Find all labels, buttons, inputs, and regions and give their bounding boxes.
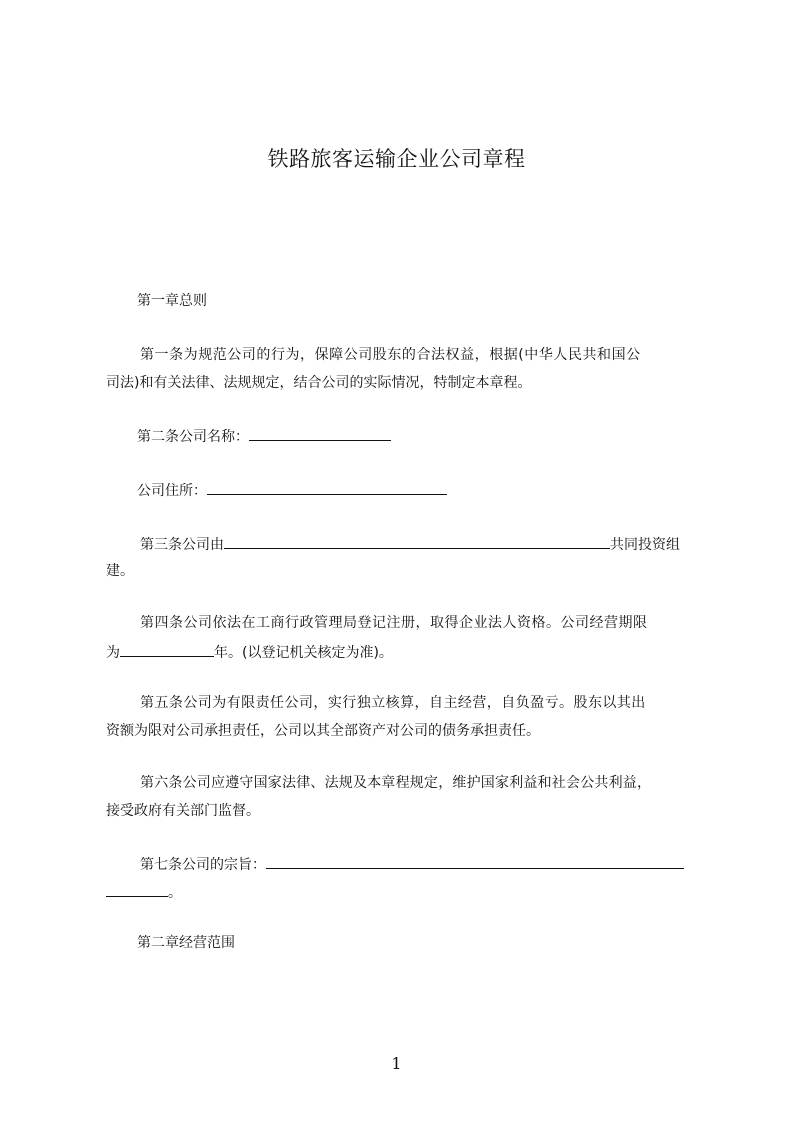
article-3-suffix: 共同投资组	[610, 537, 680, 553]
chapter-2-heading: 第二章经营范围	[137, 935, 235, 951]
article-7-line-2	[106, 882, 182, 902]
article-3-line-1	[140, 534, 680, 554]
article-4-suffix: 年。(以登记机关核定为准)。	[214, 645, 393, 661]
purpose-blank	[266, 854, 684, 869]
chapter-1-heading: 第一章总则	[137, 293, 207, 309]
article-4-line-2	[106, 642, 393, 662]
operating-term-blank	[120, 642, 214, 657]
article-5-line-1: 第五条公司为有限责任公司，实行独立核算，自主经营，自负盈亏。股东以其出	[140, 695, 646, 711]
company-name-blank	[249, 426, 391, 441]
article-7-line-1	[140, 854, 684, 874]
purpose-blank-continued	[106, 882, 168, 897]
article-4-prefix: 为	[106, 645, 120, 661]
document-title: 铁路旅客运输企业公司章程	[267, 147, 526, 171]
page-number: 1	[391, 1054, 402, 1073]
article-6-line-1: 第六条公司应遵守国家法律、法规及本章程规定，维护国家利益和社会公共利益，	[140, 775, 652, 791]
article-7-suffix: 。	[168, 885, 182, 901]
article-7-label: 第七条公司的宗旨：	[140, 857, 266, 873]
article-2-line	[137, 426, 391, 446]
article-3-label: 第三条公司由	[140, 537, 224, 553]
company-address-blank	[207, 480, 447, 495]
article-6-line-2: 接受政府有关部门监督。	[106, 803, 260, 819]
article-1-line-2: 司法)和有关法律、法规规定，结合公司的实际情况，特制定本章程。	[106, 375, 532, 391]
article-2-label: 第二条公司名称：	[137, 429, 249, 445]
article-4-line-1: 第四条公司依法在工商行政管理局登记注册，取得企业法人资格。公司经营期限	[140, 615, 648, 631]
article-5-line-2: 资额为限对公司承担责任，公司以其全部资产对公司的债务承担责任。	[106, 723, 540, 739]
article-3-line-2: 建。	[106, 563, 134, 579]
article-1-line-1: 第一条为规范公司的行为，保障公司股东的合法权益，根据(中华人民共和国公	[140, 347, 641, 363]
investors-blank	[224, 534, 610, 549]
address-label: 公司住所：	[137, 483, 207, 499]
address-line	[137, 480, 447, 500]
